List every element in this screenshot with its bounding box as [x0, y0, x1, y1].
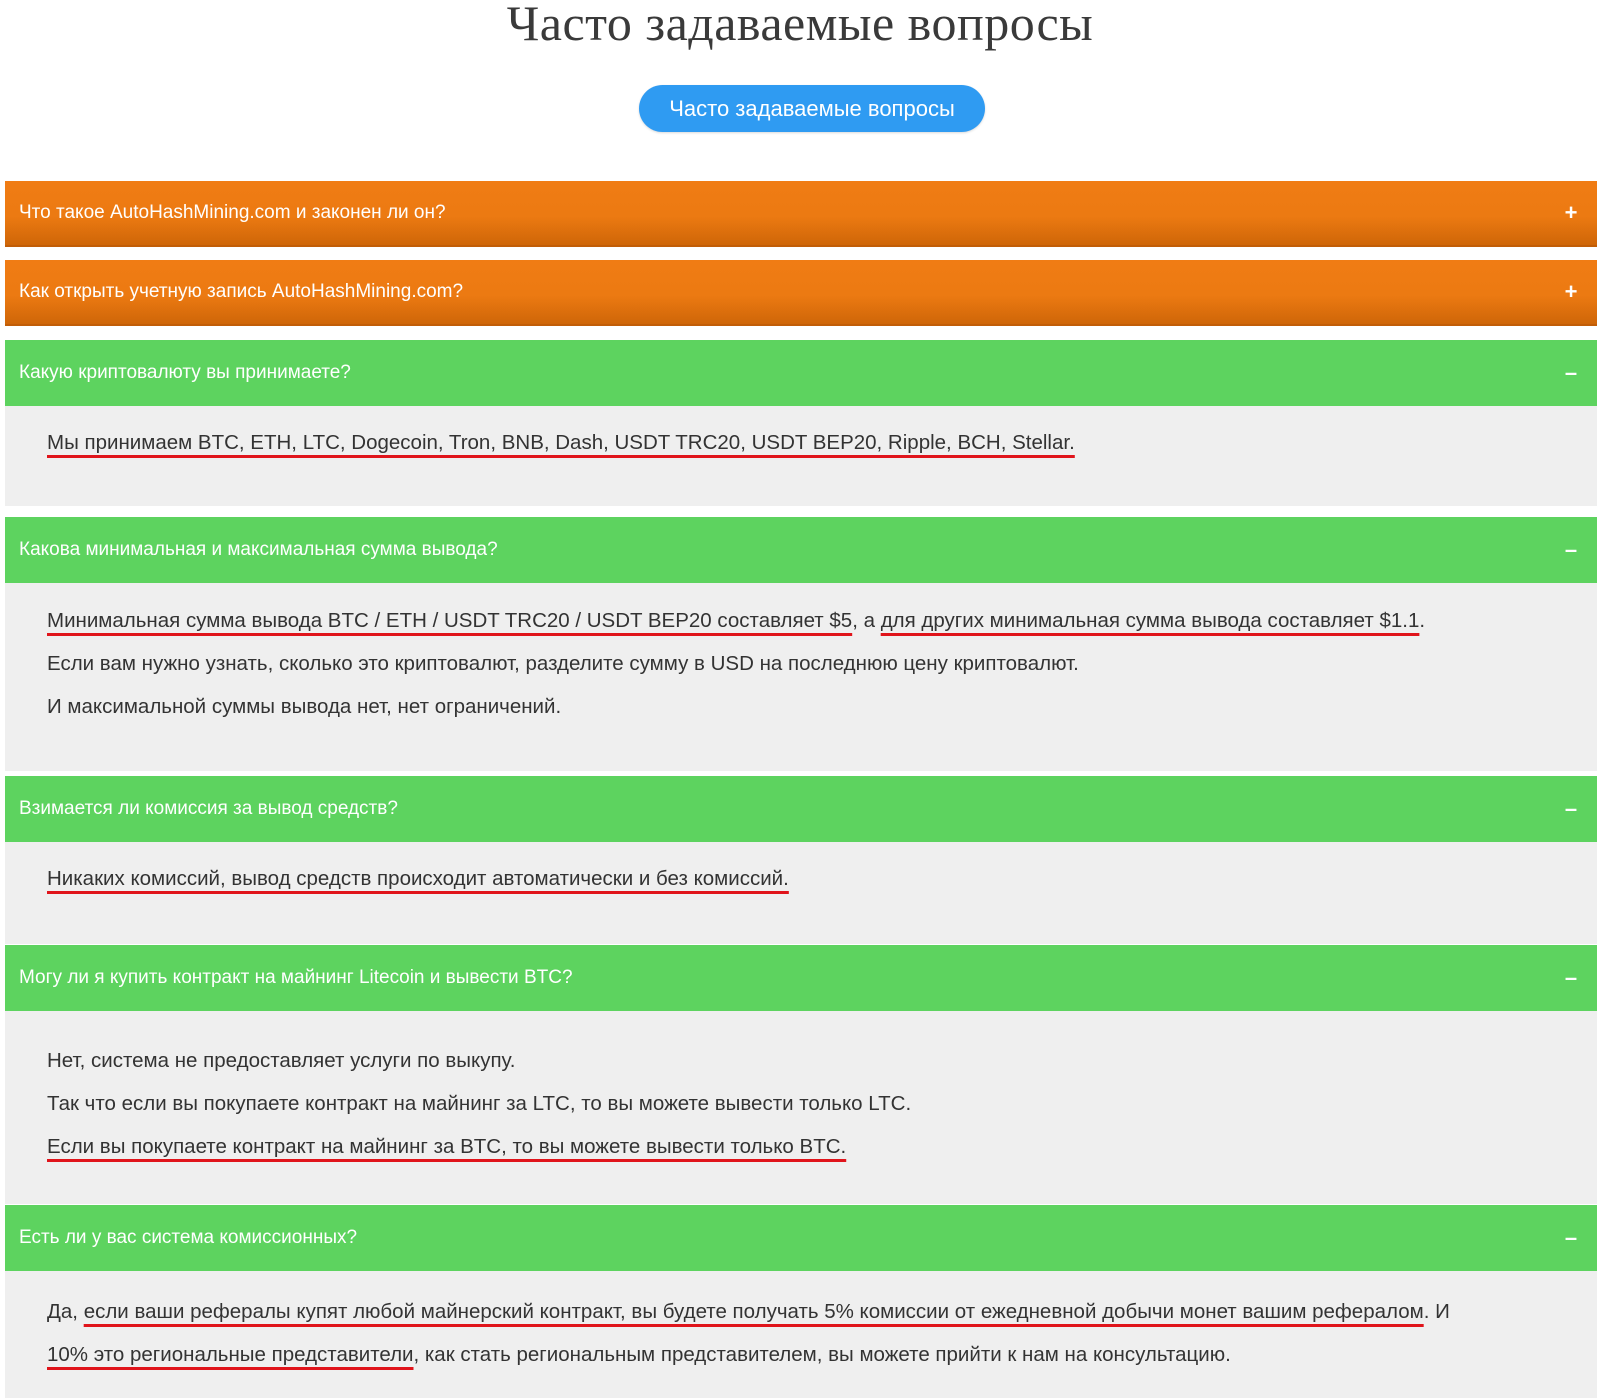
faq-answer	[5, 1011, 1597, 1204]
faq-item	[5, 1205, 1597, 1398]
plus-icon[interactable]: +	[1564, 279, 1578, 304]
plus-icon[interactable]: +	[1564, 200, 1578, 225]
faq-item	[5, 340, 1597, 506]
answer-text: Да,	[47, 1300, 84, 1323]
answer-text: Нет, система не предоставляет услуги по выкупу.	[47, 1049, 516, 1072]
faq-question: Какую криптовалюту вы принимаете?	[19, 362, 351, 383]
faq-item	[5, 260, 1597, 326]
answer-text: Если вам нужно узнать, сколько это криптовалют, разделите сумму в USD на последнюю цену криптовалют.	[47, 652, 1079, 675]
faq-answer	[5, 842, 1597, 944]
faq-question-header[interactable]	[5, 1205, 1597, 1271]
answer-text: Мы принимаем BTC, ETH, LTC, Dogecoin, Tron, BNB, Dash, USDT TRC20, USDT BEP20, Ripple, BCH, Stellar.	[47, 431, 1075, 454]
faq-answer	[5, 406, 1597, 506]
minus-icon[interactable]: –	[1564, 537, 1578, 562]
faq-question-header[interactable]	[5, 181, 1597, 247]
answer-text: Если вы покупаете контракт на майнинг за BTC, то вы можете вывести только BTC.	[47, 1135, 847, 1158]
answer-text: , как стать региональным представителем, вы можете прийти к нам на консультацию.	[413, 1343, 1231, 1366]
minus-icon[interactable]: –	[1564, 1225, 1578, 1250]
faq-question: Какова минимальная и максимальная сумма вывода?	[19, 539, 498, 560]
faq-question: Как открыть учетную запись AutoHashMining.com?	[19, 281, 464, 302]
faq-question: Есть ли у вас система комиссионных?	[19, 1227, 358, 1248]
faq-question-header[interactable]	[5, 260, 1597, 326]
minus-icon[interactable]: –	[1564, 360, 1578, 385]
faq-item	[5, 776, 1597, 944]
answer-text: , а	[852, 609, 881, 632]
faq-answer	[5, 583, 1597, 771]
faq-question-header[interactable]	[5, 776, 1597, 842]
faq-answer	[5, 1271, 1597, 1398]
answer-text: .	[1419, 609, 1426, 632]
faq-item	[5, 945, 1597, 1204]
answer-text: Минимальная сумма вывода BTC / ETH / USDT TRC20 / USDT BEP20 составляет $5	[47, 609, 853, 632]
answer-text: если ваши рефералы купят любой майнерский контракт, вы будете получать 5% комиссии от ежедневной добычи монет вашим рефералом	[83, 1300, 1424, 1323]
minus-icon[interactable]: –	[1564, 796, 1578, 821]
faq-item	[5, 181, 1597, 247]
answer-text: И максимальной суммы вывода нет, нет ограничений.	[47, 695, 562, 718]
faq-question-header[interactable]	[5, 945, 1597, 1011]
faq-item	[5, 517, 1597, 771]
answer-text: Никаких комиссий, вывод средств происходит автоматически и без комиссий.	[47, 867, 789, 890]
page-title: Часто задаваемые вопросы	[506, 0, 1094, 51]
answer-text: для других минимальная сумма вывода составляет $1.1	[880, 609, 1420, 632]
faq-question-header[interactable]	[5, 517, 1597, 583]
faq-question-header[interactable]	[5, 340, 1597, 406]
faq-question: Что такое AutoHashMining.com и законен ли он?	[19, 202, 446, 223]
faq-question: Взимается ли комиссия за вывод средств?	[19, 798, 398, 819]
faq-pill-button[interactable]: Часто задаваемые вопросы	[639, 85, 985, 132]
faq-question: Могу ли я купить контракт на майнинг Litecoin и вывести BTC?	[19, 967, 573, 988]
answer-text: . И	[1423, 1300, 1450, 1323]
answer-text: Так что если вы покупаете контракт на майнинг за LTC, то вы можете вывести только LTC.	[47, 1092, 912, 1115]
answer-text: 10% это региональные представители	[47, 1343, 414, 1366]
minus-icon[interactable]: –	[1564, 965, 1578, 990]
